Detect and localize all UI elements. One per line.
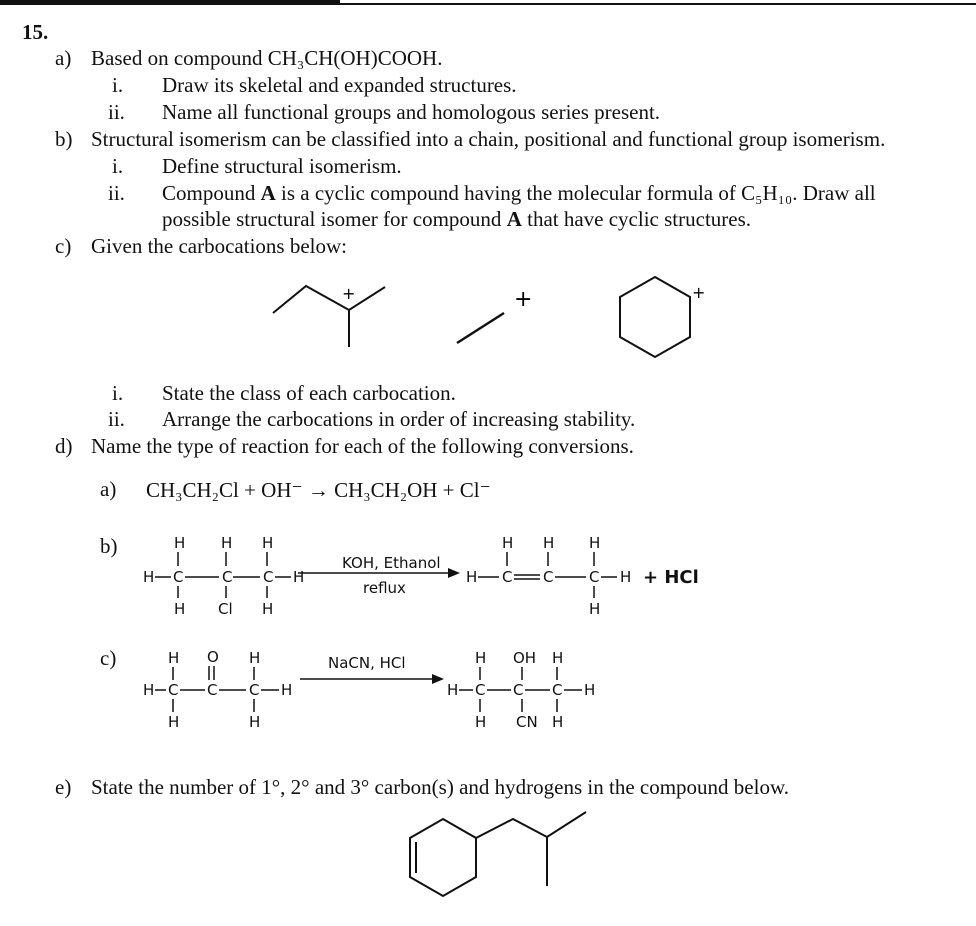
atom-h: H xyxy=(143,568,155,586)
side-chain xyxy=(476,812,586,838)
charge-cyclohexyl: + xyxy=(692,283,706,302)
atom-h: H xyxy=(249,649,261,667)
atom-c: C xyxy=(168,681,179,699)
atom-h: H xyxy=(293,568,305,586)
part-b-ii-line1: Compound A is a cyclic compound having the molecular formula of C₅H₁₀. Draw all xyxy=(162,181,876,205)
atom-h: H xyxy=(174,600,186,618)
atom-h: H xyxy=(262,534,274,552)
part-a-i-label: i. xyxy=(112,73,124,97)
atom-h: H xyxy=(502,534,514,552)
atom-h: H xyxy=(168,649,180,667)
charge-tertiary: + xyxy=(342,284,356,303)
atom-h: H xyxy=(168,713,180,731)
atom-h: H xyxy=(174,534,186,552)
atom-h: H xyxy=(143,681,155,699)
atom-h: H xyxy=(620,568,632,586)
atom-h: H xyxy=(249,713,261,731)
atom-h: H xyxy=(466,568,478,586)
reaction-b-label: b) xyxy=(100,534,118,558)
reaction-a-equation: CH₃CH₂Cl + OH⁻ → CH₃CH₂OH + Cl⁻ xyxy=(146,478,491,502)
atom-h: H xyxy=(589,600,601,618)
atom-h: H xyxy=(447,681,459,699)
cyclohexene-ring xyxy=(410,819,476,896)
part-c-i-text: State the class of each carbocation. xyxy=(162,381,456,405)
part-c-ii-text: Arrange the carbocations in order of increasing stability. xyxy=(162,407,636,431)
charge-ethyl: + xyxy=(514,287,533,312)
question-number: 15. xyxy=(22,20,49,44)
atom-c: C xyxy=(222,568,233,586)
atom-oh: OH xyxy=(513,649,537,667)
atom-h: H xyxy=(281,681,293,699)
atom-cn: CN xyxy=(516,713,538,731)
part-b-ii-line2: possible structural isomer for compound A that have cyclic structures. xyxy=(162,207,752,231)
reaction-b-byproduct: + HCl xyxy=(643,567,699,588)
atom-h: H xyxy=(589,534,601,552)
atom-h: H xyxy=(552,649,564,667)
atom-h: H xyxy=(543,534,555,552)
atom-h: H xyxy=(221,534,233,552)
atom-o: O xyxy=(207,648,219,666)
part-e-text: State the number of 1°, 2° and 3° carbon(s) and hydrogens in the compound below. xyxy=(91,775,790,799)
part-b-ii-label: ii. xyxy=(108,181,125,205)
atom-h: H xyxy=(552,713,564,731)
part-d-label: d) xyxy=(55,434,73,458)
atom-c: C xyxy=(173,568,184,586)
atom-h: H xyxy=(475,713,487,731)
reaction-c-reagent: NaCN, HCl xyxy=(328,654,406,672)
atom-c: C xyxy=(263,568,274,586)
part-c-i-label: i. xyxy=(112,381,124,405)
part-c-text: Given the carbocations below: xyxy=(91,234,347,258)
part-a-text: Based on compound CH₃CH(OH)COOH. xyxy=(91,46,443,70)
atom-cl: Cl xyxy=(218,600,233,618)
atom-c: C xyxy=(502,568,513,586)
part-c-label: c) xyxy=(55,234,72,258)
atom-h: H xyxy=(262,600,274,618)
atom-c: C xyxy=(249,681,260,699)
atom-h: H xyxy=(475,649,487,667)
part-c-ii-label: ii. xyxy=(108,407,125,431)
part-a-ii-text: Name all functional groups and homologous series present. xyxy=(162,100,661,124)
atom-c: C xyxy=(513,681,524,699)
reaction-a-label: a) xyxy=(100,477,117,501)
atom-c: C xyxy=(543,568,554,586)
part-a-label: a) xyxy=(55,46,72,70)
part-b-i-text: Define structural isomerism. xyxy=(162,154,402,178)
atom-c: C xyxy=(552,681,563,699)
part-b-text: Structural isomerism can be classified into a chain, positional and functional group isomerism. xyxy=(91,127,886,151)
part-a-ii-label: ii. xyxy=(108,100,125,124)
part-b-label: b) xyxy=(55,127,73,151)
part-e-label: e) xyxy=(55,775,72,799)
reaction-c-label: c) xyxy=(100,646,117,670)
reaction-b-reagent: KOH, Ethanol xyxy=(342,554,441,572)
part-d-text: Name the type of reaction for each of the following conversions. xyxy=(91,434,634,458)
atom-c: C xyxy=(207,681,218,699)
atom-c: C xyxy=(589,568,600,586)
part-a-i-text: Draw its skeletal and expanded structures. xyxy=(162,73,517,97)
reaction-b-condition: reflux xyxy=(363,579,406,597)
atom-h: H xyxy=(584,681,596,699)
part-b-i-label: i. xyxy=(112,154,124,178)
atom-c: C xyxy=(475,681,486,699)
